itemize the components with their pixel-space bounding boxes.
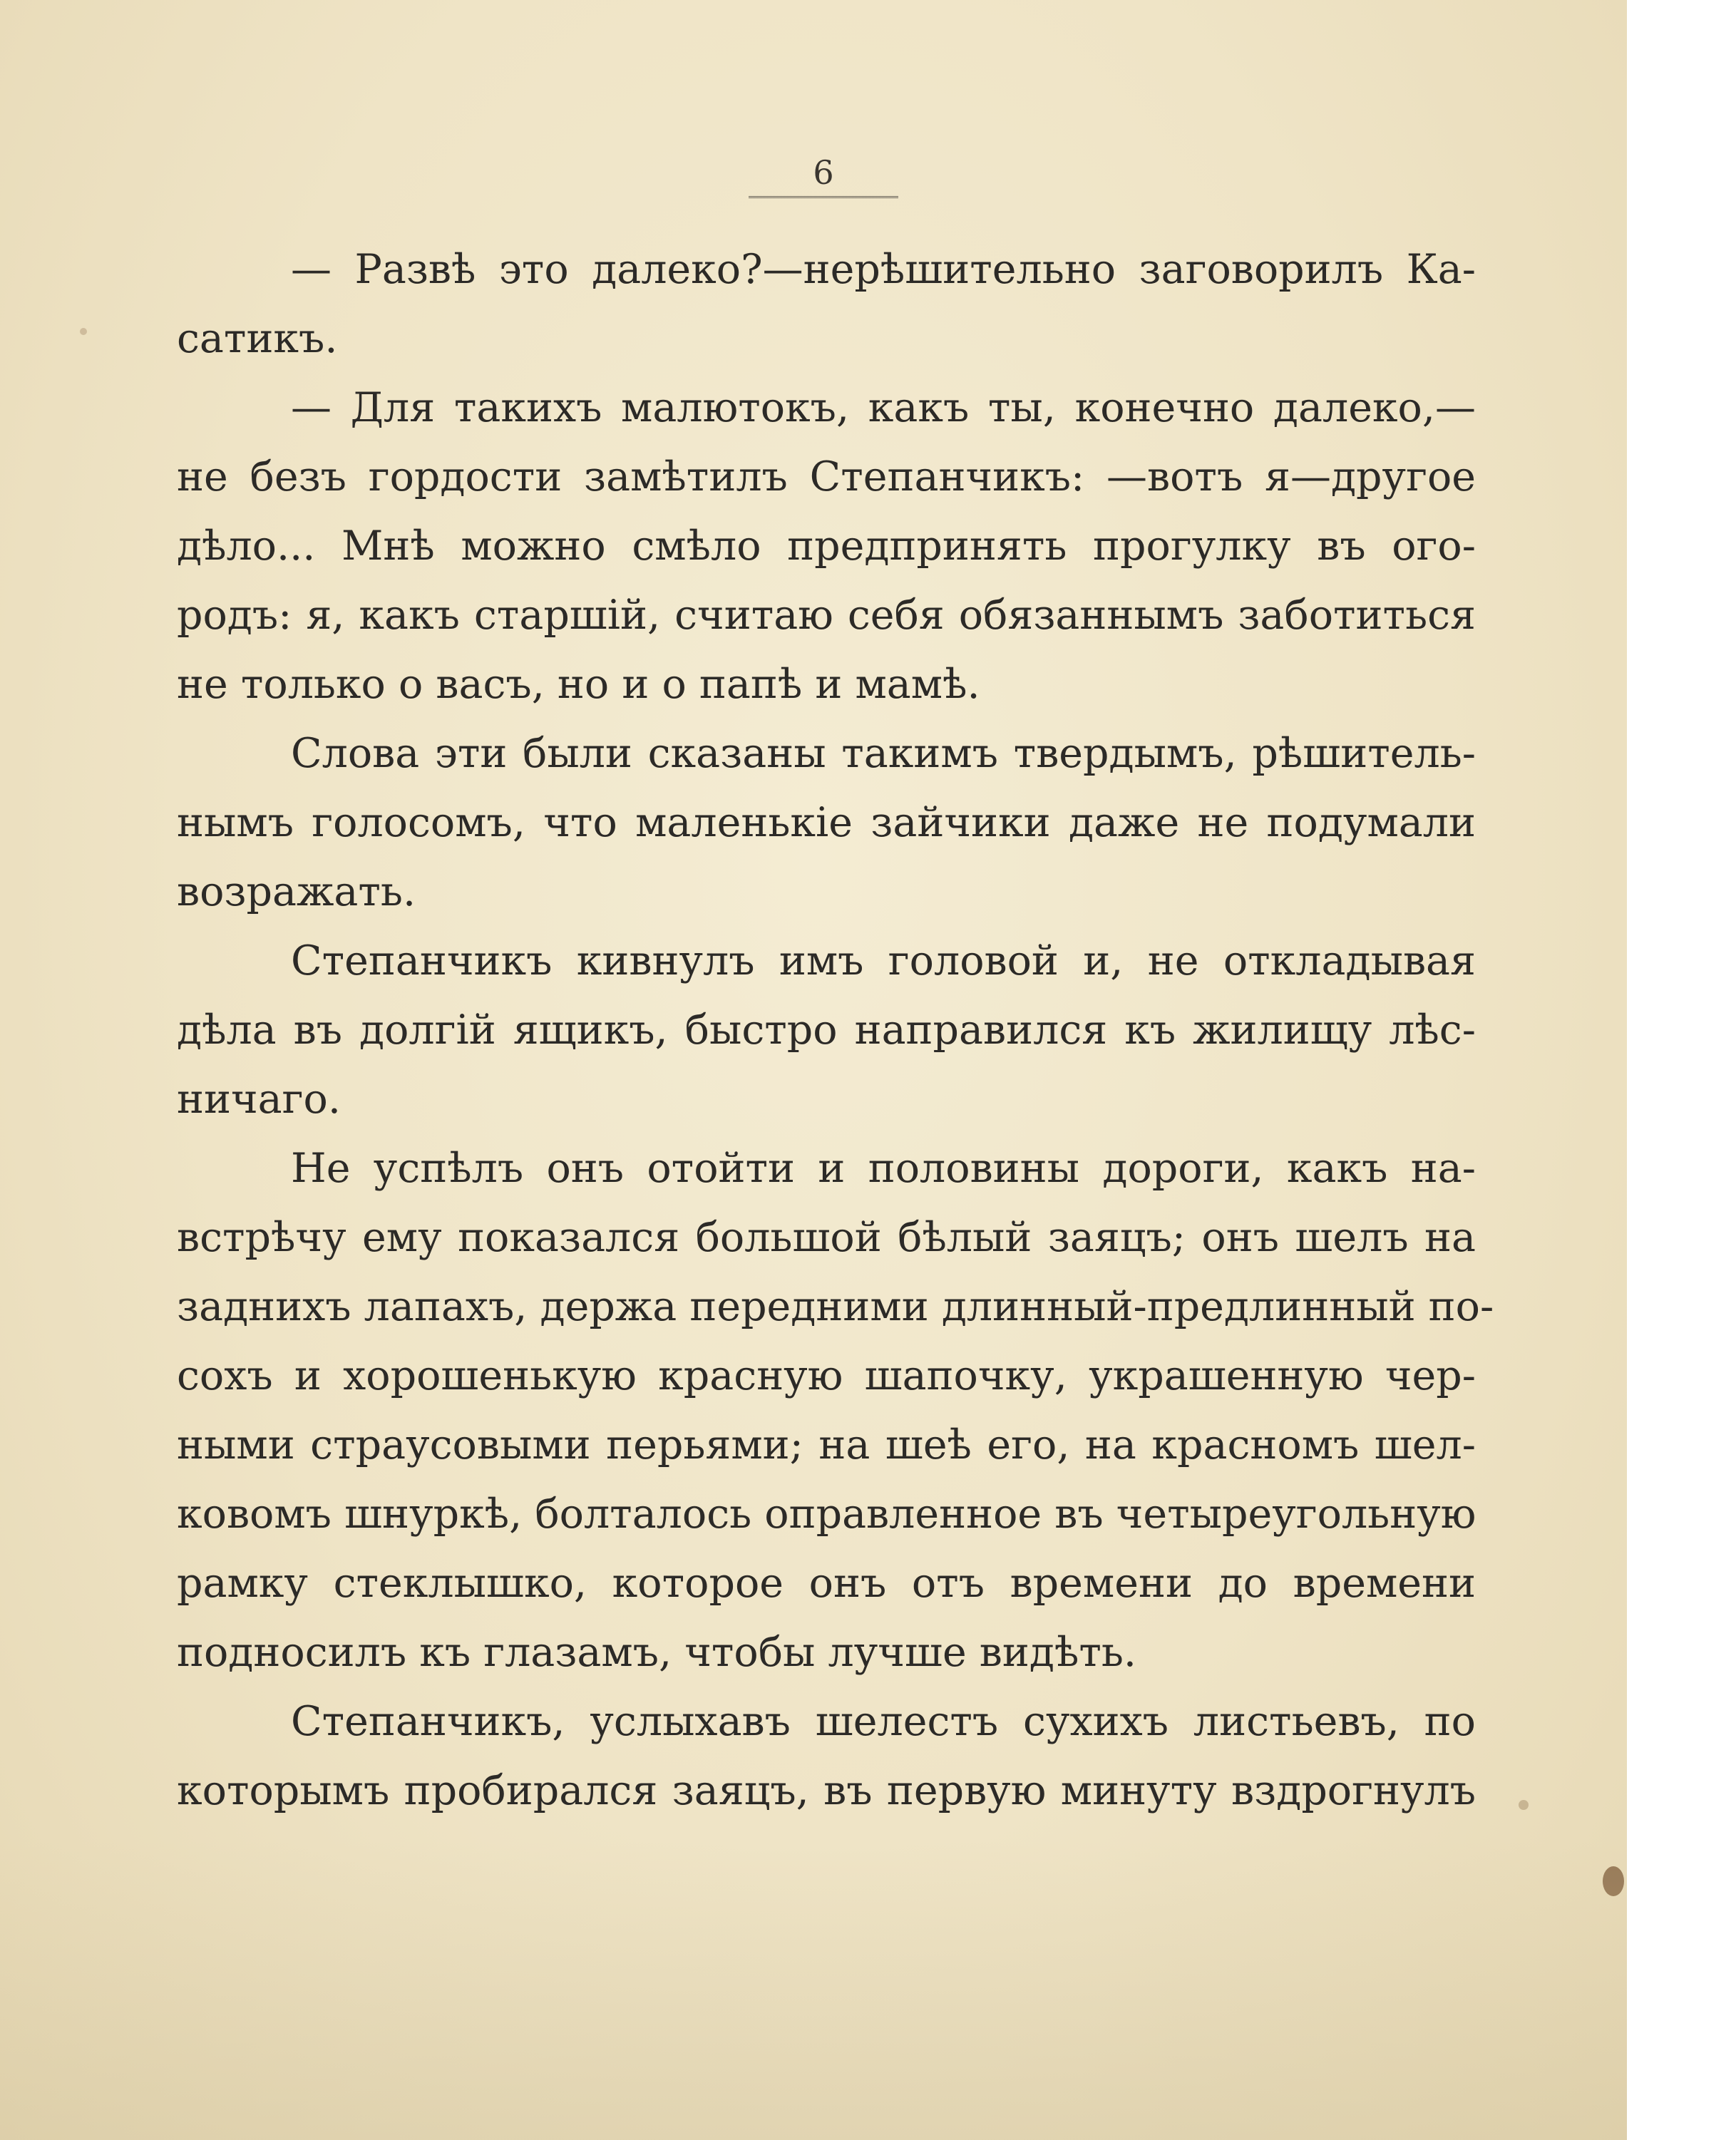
text-line: родъ: я, какъ старшій, считаю себя обязаннымъ заботиться bbox=[177, 592, 1476, 639]
text-line: Степанчикъ кивнулъ имъ головой и, не откладывая bbox=[291, 937, 1476, 984]
text-line: сатикъ. bbox=[177, 315, 338, 362]
text-line: подносилъ къ глазамъ, чтобы лучше видѣть. bbox=[177, 1629, 1137, 1676]
page-number-rule bbox=[749, 196, 898, 198]
text-line: не только о васъ, но и о папѣ и мамѣ. bbox=[177, 661, 980, 708]
text-line: Не успѣлъ онъ отойти и половины дороги, какъ на- bbox=[291, 1145, 1476, 1192]
text-line: — Развѣ это далеко?—нерѣшительно заговорилъ Ка- bbox=[291, 246, 1476, 293]
text-line: — Для такихъ малютокъ, какъ ты, конечно далеко,— bbox=[291, 384, 1476, 431]
text-line: рамку стеклышко, которое онъ отъ времени до времени bbox=[177, 1560, 1476, 1607]
paper-stain bbox=[80, 328, 87, 335]
text-line: Слова эти были сказаны такимъ твердымъ, рѣшитель- bbox=[291, 730, 1476, 777]
text-line: ными страусовыми перьями; на шеѣ его, на красномъ шел- bbox=[177, 1421, 1476, 1468]
text-line: сохъ и хорошенькую красную шапочку, украшенную чер- bbox=[177, 1352, 1476, 1399]
text-line: Степанчикъ, услыхавъ шелестъ сухихъ листьевъ, по bbox=[291, 1698, 1476, 1745]
text-line: заднихъ лапахъ, держа передними длинный-предлинный по- bbox=[177, 1283, 1494, 1330]
text-line: нымъ голосомъ, что маленькіе зайчики даже не подумали bbox=[177, 799, 1476, 846]
text-line: встрѣчу ему показался большой бѣлый заяцъ; онъ шелъ на bbox=[177, 1214, 1476, 1261]
text-line: возражать. bbox=[177, 868, 416, 915]
paper-stain bbox=[1603, 1866, 1624, 1896]
text-line: ковомъ шнуркѣ, болталось оправленное въ четыреугольную bbox=[177, 1491, 1476, 1538]
text-line: которымъ пробирался заяцъ, въ первую минуту вздрогнулъ bbox=[177, 1767, 1476, 1814]
text-line: ничаго. bbox=[177, 1076, 341, 1123]
text-line: не безъ гордости замѣтилъ Степанчикъ: —вотъ я—другое bbox=[177, 453, 1476, 500]
page-number: 6 bbox=[813, 153, 834, 192]
scan-margin bbox=[1627, 0, 1736, 2140]
paper-stain bbox=[1519, 1800, 1529, 1810]
text-line: дѣла въ долгій ящикъ, быстро направился къ жилищу лѣс- bbox=[177, 1007, 1476, 1054]
page-text bbox=[177, 235, 1494, 1826]
text-line: дѣло... Мнѣ можно смѣло предпринять прогулку въ ого- bbox=[177, 523, 1476, 570]
